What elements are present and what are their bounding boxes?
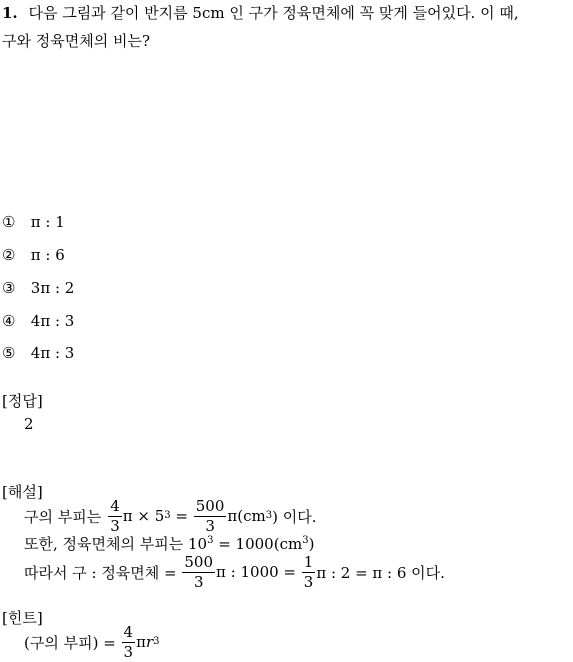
- math-text: π : 1000 =: [216, 563, 301, 581]
- fraction-denominator: 3: [205, 516, 215, 535]
- explanation-line-3: [24, 552, 445, 592]
- fraction-numerator: 500: [184, 552, 214, 571]
- choice-mark-2: ②: [2, 246, 16, 264]
- fraction: [182, 552, 215, 591]
- fraction-numerator: 500: [195, 496, 225, 515]
- fraction: [108, 496, 122, 535]
- question-line-1: [2, 2, 519, 23]
- explanation-label: [해설]: [2, 483, 43, 501]
- choice-mark-4: ④: [2, 312, 16, 330]
- fraction: [122, 622, 136, 661]
- fraction-denominator: 3: [193, 572, 204, 591]
- math-text: π: [136, 633, 146, 651]
- hint-line: (구의 부피) = $\frac{4}{3}$ π r 3: [24, 622, 160, 661]
- figure-placeholder: [0, 60, 573, 200]
- exponent: 3: [207, 535, 214, 546]
- choice-3[interactable]: [2, 279, 74, 297]
- math-text: π(cm: [227, 507, 266, 525]
- fraction-numerator: 4: [110, 496, 120, 515]
- choice-5[interactable]: [2, 344, 74, 362]
- choice-mark-3: ③: [2, 279, 16, 297]
- equals: =: [170, 507, 193, 525]
- math-text: π : 2 = π : 6 이다.: [316, 563, 445, 582]
- choice-mark-5: ⑤: [2, 344, 16, 362]
- choice-4[interactable]: [2, 312, 74, 330]
- choice-1[interactable]: [2, 213, 65, 231]
- choice-text-3: 3π : 2: [30, 279, 75, 297]
- choice-text-2: π : 6: [30, 246, 65, 264]
- hint-text: (구의 부피) =: [24, 633, 121, 652]
- explanation-text: 또한, 정육면체의 부피는 10: [24, 535, 208, 553]
- choice-text-5: 4π : 3: [30, 344, 75, 362]
- explanation-line-1: 구의 부피는 $\frac{4}{3}$ π × 5 3 = $\frac{500}{3}$ π(cm 3 ) 이다.: [24, 496, 317, 535]
- fraction-denominator: 3: [303, 572, 314, 591]
- explanation-text: 구의 부피는: [24, 507, 102, 526]
- question-text-1: 다음 그림과 같이 반지름 5cm 인 구가 정육면체에 꼭 맞게 들어있다. 이 때,: [28, 4, 519, 22]
- question-text-2: 구와 정육면체의 비는?: [2, 32, 150, 50]
- fraction-denominator: 3: [123, 642, 134, 661]
- answer-value: 2: [24, 415, 34, 433]
- hint-label: [힌트]: [2, 609, 43, 627]
- math-text: = 1000(cm: [213, 535, 303, 553]
- choice-mark-1: ①: [2, 213, 16, 231]
- choice-text-4: 4π : 3: [30, 312, 75, 330]
- math-text: π × 5: [122, 507, 165, 525]
- fraction-numerator: 4: [123, 622, 134, 641]
- explanation-text: ) 이다.: [272, 507, 317, 526]
- explanation-line-2: [24, 533, 314, 554]
- question-number: 1.: [2, 4, 18, 22]
- choice-text-1: π : 1: [30, 213, 65, 231]
- math-variable: r: [145, 633, 154, 651]
- fraction-numerator: 1: [303, 552, 314, 571]
- math-text: ): [308, 535, 315, 553]
- answer-label: [정답]: [2, 392, 43, 410]
- fraction: [302, 552, 316, 591]
- explanation-text: 따라서 구 : 정육면체 =: [24, 563, 182, 582]
- question-line-2: [2, 30, 150, 51]
- fraction: [194, 496, 227, 535]
- fraction-denominator: 3: [110, 516, 120, 535]
- choice-2[interactable]: [2, 246, 65, 264]
- exponent: 3: [302, 535, 309, 546]
